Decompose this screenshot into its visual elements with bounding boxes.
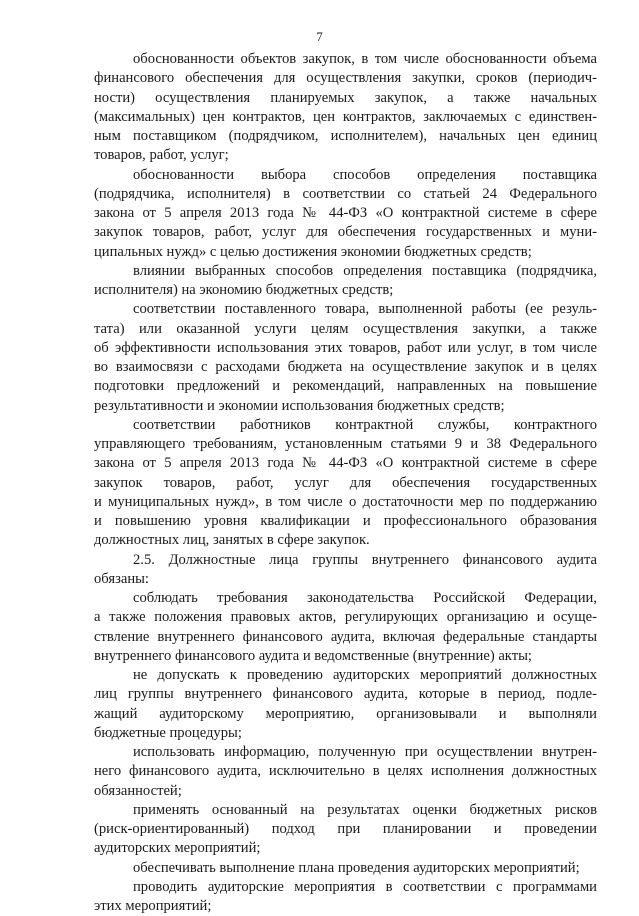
text-line: тата) или оказанной услуги целям осуществления закупки, а также [94, 320, 597, 337]
text-line: ным поставщиком (подрядчиком, исполнителем), начальных цен единиц [94, 128, 597, 144]
paragraph [94, 416, 597, 551]
text-line: применять основанный на результатах оценки бюджетных рисков [133, 801, 597, 818]
paragraph [94, 859, 597, 878]
paragraph [94, 878, 597, 916]
text-line: него финансового аудита, исключительно в целях исполнения должностных [94, 763, 597, 780]
document-body [94, 50, 597, 916]
text-line: соответствии поставленного товара, выполненной работы (ее резуль- [133, 301, 597, 318]
text-line: финансового обеспечения для осуществления закупки, сроков (периодич- [94, 70, 597, 87]
paragraph [94, 589, 597, 666]
text-line: жащий аудиторскому мероприятию, организовывали и выполняли [94, 705, 597, 722]
text-line: проводить аудиторские мероприятия в соответствии с программами [133, 878, 597, 895]
text-line: закона от 5 апреля 2013 года № 44-ФЗ «О контрактной системе в сфере [94, 205, 597, 221]
text-line: во взаимосвязи с расходами бюджета на осуществление закупок и в целях [94, 359, 597, 375]
text-line: соответствии работников контрактной службы, контрактного [133, 416, 597, 433]
text-line: и муниципальных нужд», в том числе о достаточности мер по поддержанию [94, 493, 597, 510]
text-line: аудиторских мероприятий; [94, 840, 261, 857]
text-line: а также положения правовых актов, регулирующих организацию и осуще- [94, 609, 597, 626]
text-line: внутреннего финансового аудита и ведомственные (внутренние) акты; [94, 647, 532, 664]
text-line: должностных лиц, занятых в сфере закупок. [94, 532, 370, 549]
paragraph [94, 166, 597, 262]
text-line: обязаны: [94, 570, 149, 587]
text-line: 2.5. Должностные лица группы внутреннего финансового аудита [133, 551, 597, 568]
paragraph [94, 50, 597, 166]
text-line: бюджетные процедуры; [94, 724, 242, 741]
text-line: об эффективности использования этих товаров, работ или услуг, в том числе [94, 339, 597, 356]
text-line: ности) осуществления планируемых закупок, а также начальных [94, 89, 597, 106]
paragraph [94, 300, 597, 416]
text-line: подготовки предложений и рекомендаций, направленных на повышение [94, 378, 597, 395]
paragraph [94, 262, 597, 301]
paragraph [94, 801, 597, 859]
text-line: использовать информацию, полученную при осуществлении внутрен- [133, 744, 597, 760]
paragraph [94, 551, 597, 590]
text-line: и повышению уровня квалификации и профессионального образования [94, 513, 597, 529]
text-line: не допускать к проведению аудиторских мероприятий должностных [133, 667, 597, 683]
text-line: влиянии выбранных способов определения поставщика (подрядчика, [133, 262, 597, 279]
text-line: этих мероприятий; [94, 898, 212, 914]
text-line: ствление внутреннего финансового аудита, включая федеральные стандарты [94, 628, 597, 645]
text-line: (максимальных) цен контрактов, цен контрактов, заключаемых с единствен- [94, 108, 597, 125]
text-line: обоснованности объектов закупок, в том числе обоснованности объема [133, 51, 597, 67]
paragraph [94, 666, 597, 743]
text-line: соблюдать требования законодательства Российской Федерации, [133, 590, 597, 606]
page-number: 7 [316, 29, 323, 44]
text-line: результативности и экономии использования бюджетных средств; [94, 397, 505, 414]
text-line: товаров, работ, услуг; [94, 147, 229, 164]
text-line: закупок товаров, работ, услуг для обеспечения государственных и муни- [94, 224, 597, 241]
text-line: обязанностей; [94, 782, 182, 799]
text-line: обеспечивать выполнение плана проведения аудиторских мероприятий; [133, 859, 580, 876]
text-line: исполнителя) на экономию бюджетных средств; [94, 282, 394, 298]
text-line: управляющего требованиям, установленным статьями 9 и 38 Федерального [94, 436, 597, 452]
text-line: ципальных нужд» с целью достижения экономии бюджетных средств; [94, 243, 532, 260]
text-line: закона от 5 апреля 2013 года № 44-ФЗ «О контрактной системе в сфере [94, 455, 597, 472]
text-line: (подрядчика, исполнителя) в соответствии со статьей 24 Федерального [94, 185, 597, 202]
paragraph [94, 743, 597, 801]
text-line: (риск-ориентированный) подход при планировании и проведении [94, 821, 597, 837]
text-line: обоснованности выбора способов определения поставщика [133, 166, 597, 183]
text-line: лиц группы внутреннего финансового аудита, которые в период, подле- [94, 686, 597, 703]
text-line: закупок товаров, работ, услуг для обеспечения государственных [94, 474, 597, 491]
